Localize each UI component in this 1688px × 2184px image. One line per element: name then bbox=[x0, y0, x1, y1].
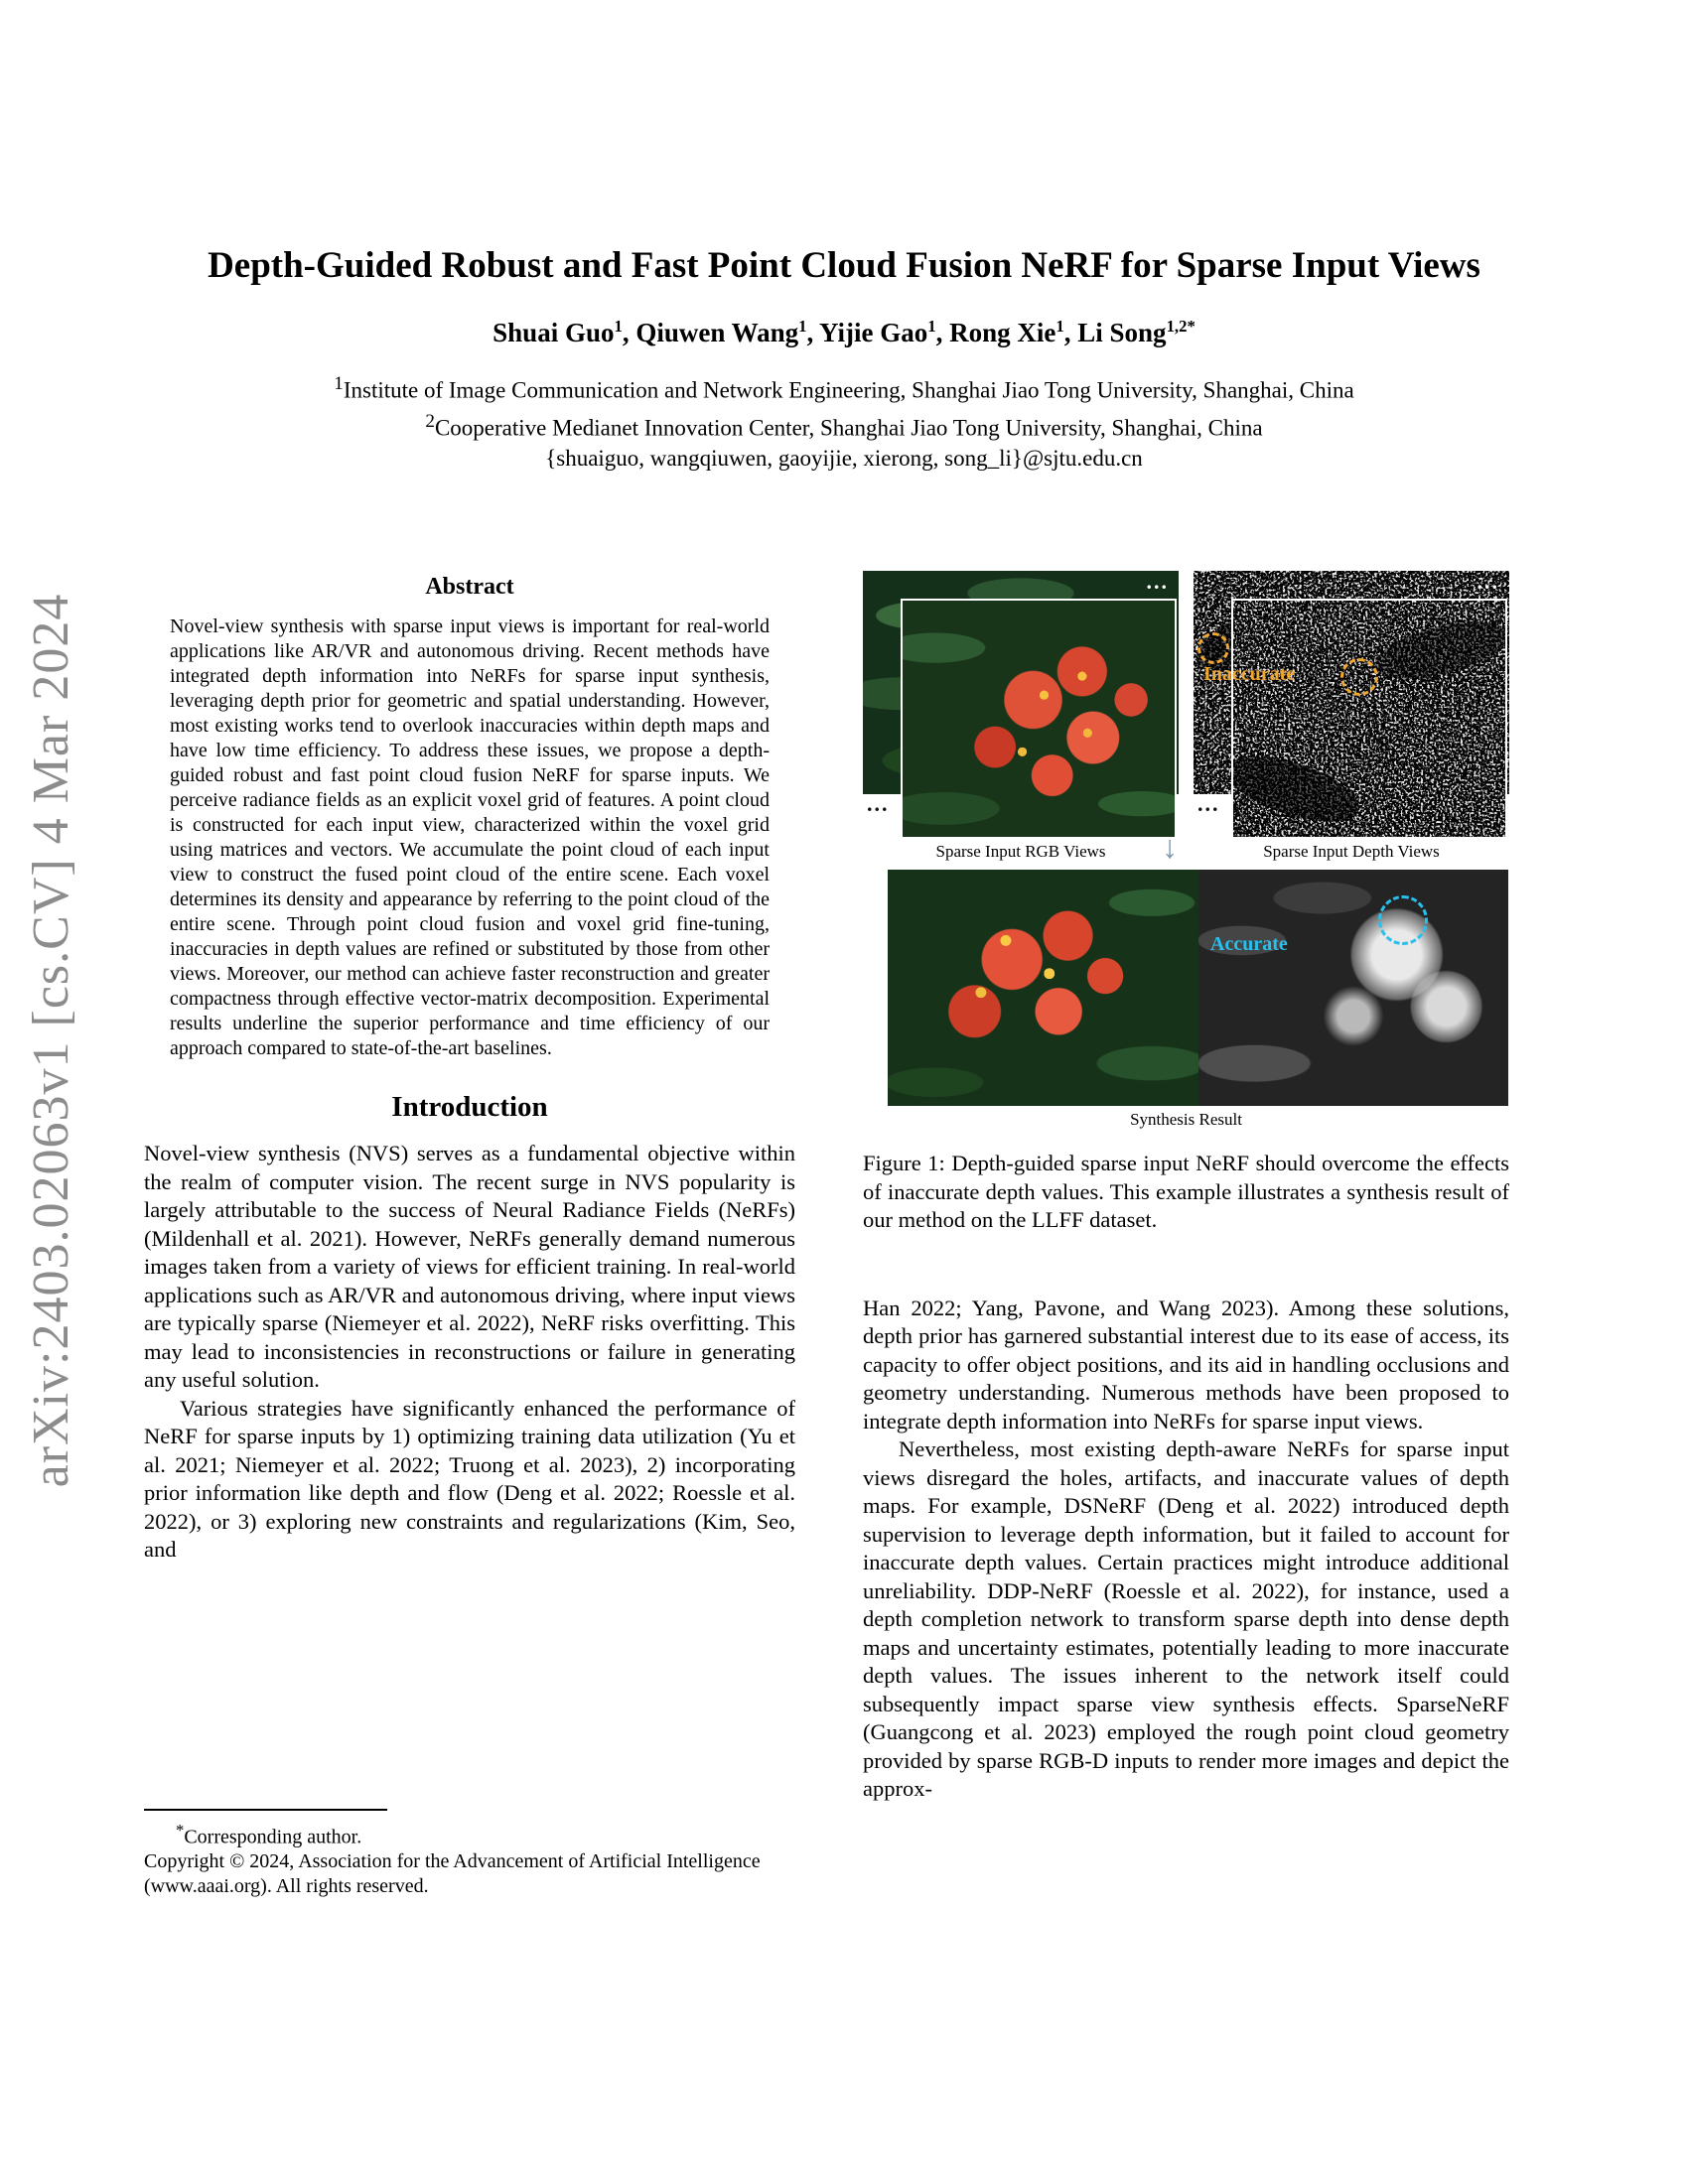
authors-line bbox=[0, 317, 1688, 348]
page-title: Depth-Guided Robust and Fast Point Cloud Fusion NeRF for Sparse Input Views bbox=[208, 245, 1480, 286]
author: Shuai Guo$^1$ bbox=[492, 317, 623, 347]
right-paragraph-2: Nevertheless, most existing depth-aware NeRFs for sparse input views disregard the holes, artifacts, and inaccurate values of depth maps. For example, DSNeRF (Deng et al. 2022) introduced depth supervision to leverage depth information, but it failed to account for inaccurate depth values. Certain practices might introduce additional unreliability. DDP-NeRF (Roessle et al. 2022), for instance, used a depth completion network to transform sparse depth into dense depth maps and uncertainty estimates, potentially leading to more inaccurate depth values. The issues inherent to the network itself could subsequently impact sparse view synthesis effects. SparseNeRF (Guangcong et al. 2023) employed the rough point cloud geometry provided by sparse RGB-D inputs to render more images and depict the approx- bbox=[863, 1436, 1509, 1801]
more-views-ellipsis: ... bbox=[867, 791, 890, 816]
corresponding-author-note: *Corresponding author. bbox=[176, 1821, 362, 1848]
figure1-result-row bbox=[888, 870, 1509, 1106]
depth-noise-image bbox=[1233, 601, 1505, 837]
introduction-paragraph-2: Various strategies have significantly enhanced the performance of NeRF for sparse inputs by 1) optimizing training data utilization (Yu et al. 2021; Niemeyer et al. 2022; Truong et al. 2023), 2) incorporating prior information like depth and flow (Deng et al. 2022; Roessle et al. 2022), or 3) exploring new constraints and regularizations (Kim, Seo, and bbox=[144, 1395, 795, 1562]
down-arrow-icon: ↓ bbox=[1162, 829, 1178, 865]
author: , Li Song$^{1,2*}$ bbox=[1063, 317, 1196, 347]
email-line: {shuaiguo, wangqiuwen, gaoyijie, xierong, song_li}@sjtu.edu.cn bbox=[545, 446, 1143, 472]
right-paragraph-1: Han 2022; Yang, Pavone, and Wang 2023). Among these solutions, depth prior has garnered substantial interest due to its ease of access, its capacity to offer object positions, and its aid in handling occlusions and geometry understanding. Numerous methods have been proposed to integrate depth information into NeRFs for sparse input views. bbox=[863, 1295, 1509, 1433]
affiliation-line: $^2$Cooperative Medianet Innovation Center, Shanghai Jiao Tong University, Shanghai, China bbox=[425, 410, 1263, 441]
inaccurate-label: Inaccurate bbox=[1203, 663, 1296, 685]
rgb-view-front-image bbox=[901, 599, 1177, 839]
synthesis-depth-image bbox=[1198, 870, 1508, 1106]
figure1-input-labels bbox=[863, 842, 1509, 862]
footnote-rule bbox=[144, 1809, 387, 1811]
synthesis-result-label: Synthesis Result bbox=[1130, 1110, 1242, 1129]
inaccurate-circle-icon bbox=[1197, 632, 1229, 664]
figure1-depth-views-panel bbox=[1194, 571, 1509, 839]
author: , Qiuwen Wang$^1$ bbox=[622, 317, 807, 347]
synthesis-rgb-image bbox=[888, 870, 1198, 1106]
paper-header bbox=[0, 244, 1688, 474]
left-column bbox=[144, 574, 795, 1565]
figure1-caption: Figure 1: Depth-guided sparse input NeRF should overcome the effects of inaccurate depth values. This example illustrates a synthesis result of our method on the LLFF dataset. bbox=[863, 1151, 1509, 1232]
figure1 bbox=[863, 571, 1509, 1130]
depth-view-front-image bbox=[1231, 599, 1507, 839]
abstract-heading: Abstract bbox=[425, 574, 514, 600]
author: , Rong Xie$^1$ bbox=[935, 317, 1064, 347]
more-views-ellipsis: ... bbox=[1146, 569, 1169, 594]
figure1-rgb-views-panel bbox=[863, 571, 1179, 839]
right-column-body bbox=[863, 1295, 1509, 1804]
author: , Yijie Gao$^1$ bbox=[806, 317, 936, 347]
footnote bbox=[144, 1809, 795, 1898]
introduction-paragraph-1: Novel-view synthesis (NVS) serves as a fundamental objective within the realm of computer vision. The recent surge in NVS popularity is largely attributable to the success of Neural Radiance Fields (NeRFs)(Mildenhall et al. 2021). However, NeRFs generally demand numerous images taken from a variety of views for efficient training. In real-world applications such as AR/VR and autonomous driving, where input views are typically sparse (Niemeyer et al. 2022), NeRF risks overfitting. This may lead to inconsistencies in reconstructions or failure in generating any useful solution. bbox=[144, 1141, 795, 1392]
rgb-views-label: Sparse Input RGB Views bbox=[935, 842, 1106, 861]
inaccurate-circle-icon bbox=[1340, 658, 1378, 696]
introduction-heading: Introduction bbox=[391, 1091, 548, 1123]
depth-views-label: Sparse Input Depth Views bbox=[1263, 842, 1440, 861]
more-views-ellipsis: ... bbox=[1197, 791, 1220, 816]
accurate-label: Accurate bbox=[1210, 933, 1288, 955]
affiliation-line: $^1$Institute of Image Communication and Network Engineering, Shanghai Jiao Tong University, Shanghai, China bbox=[334, 373, 1354, 403]
right-column bbox=[863, 571, 1509, 1804]
accurate-circle-icon bbox=[1378, 895, 1428, 945]
more-views-ellipsis: ... bbox=[1477, 569, 1499, 594]
abstract-body: Novel-view synthesis with sparse input views is important for real-world applications like AR/VR and autonomous driving. Recent methods have integrated depth information into NeRFs for sparse input synthesis, leveraging depth prior for geometric and spatial understanding. However, most existing works tend to overlook inaccuracies within depth maps and have low time efficiency. To address these issues, we propose a depth-guided robust and fast point cloud fusion NeRF for sparse inputs. We perceive radiance fields as an explicit voxel grid of features. A point cloud is constructed for each input view, characterized within the voxel grid using matrices and vectors. We accumulate the point cloud of each input view to construct the fused point cloud of the entire scene. Each voxel determines its density and appearance by referring to the point cloud of the entire scene. Through point cloud fusion and voxel grid fine-tuning, inaccuracies in depth values are refined or substituted by those from other views. Moreover, our method can achieve faster reconstruction and greater compactness through effective vector-matrix decomposition. Experimental results underline the superior performance and time efficiency of our approach compared to state-of-the-art baselines. bbox=[170, 615, 770, 1059]
affiliations bbox=[0, 368, 1688, 474]
arxiv-stamp: arXiv:2403.02063v1 [cs.CV] 4 Mar 2024 bbox=[23, 593, 79, 1488]
copyright-note: Copyright © 2024, Association for the Advancement of Artificial Intelligence (www.aaai.org). All rights reserved. bbox=[144, 1850, 761, 1897]
figure1-input-row bbox=[863, 571, 1509, 839]
